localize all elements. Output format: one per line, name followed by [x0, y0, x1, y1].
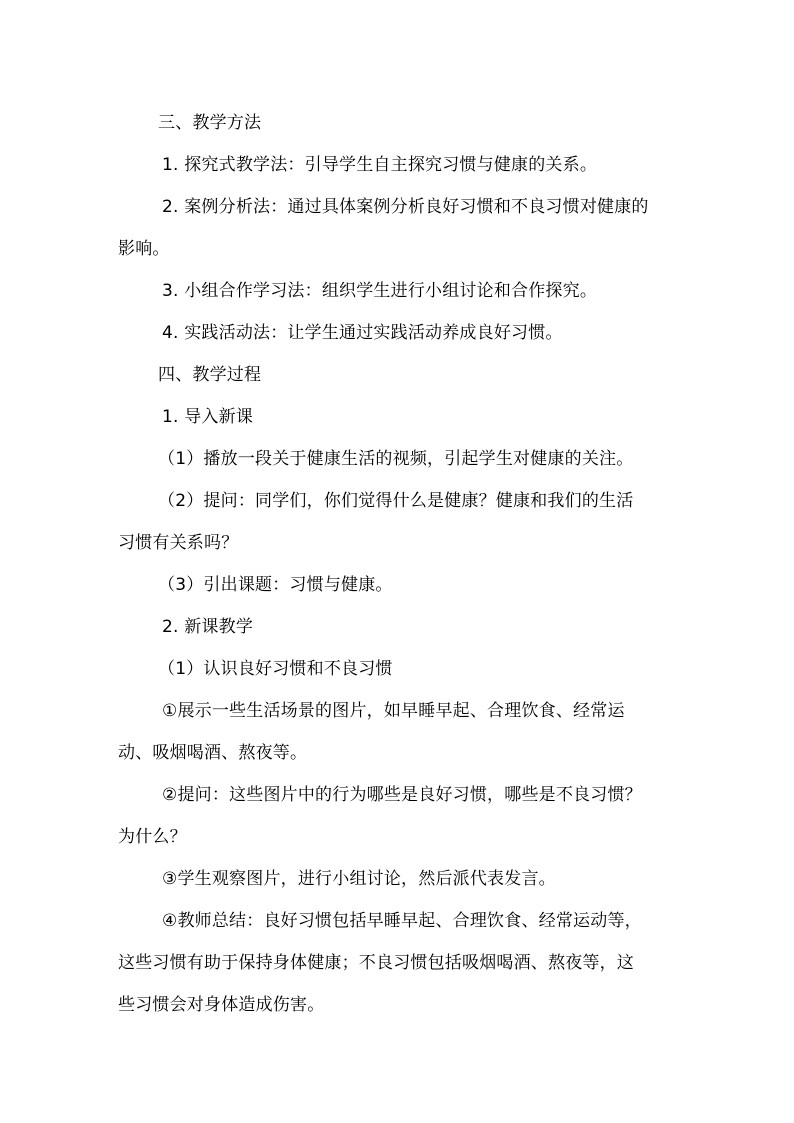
- process-step-2-item-1: （1）认识良好习惯和不良习惯: [158, 659, 393, 679]
- method-item-3: 3. 小组合作学习法：组织学生进行小组讨论和合作探究。: [162, 281, 598, 301]
- process-step-2-title: 2. 新课教学: [162, 617, 254, 637]
- process-step-1-title: 1. 导入新课: [162, 407, 254, 427]
- process-step-1-item-2-line-2: 习惯有关系吗？: [118, 533, 239, 553]
- habit-point-1-line-2: 动、吸烟喝酒、熬夜等。: [118, 743, 308, 763]
- habit-point-4-line-1: ④教师总结：良好习惯包括早睡早起、合理饮食、经常运动等，: [162, 911, 642, 931]
- process-step-1-item-1: （1）播放一段关于健康生活的视频，引起学生对健康的关注。: [158, 449, 634, 469]
- process-step-1-item-3: （3）引出课题：习惯与健康。: [158, 575, 393, 595]
- section-heading-teaching-process: 四、教学过程: [158, 365, 262, 385]
- habit-point-2-line-2: 为什么？: [118, 827, 187, 847]
- section-heading-teaching-methods: 三、教学方法: [158, 113, 262, 133]
- habit-point-2-line-1: ②提问：这些图片中的行为哪些是良好习惯，哪些是不良习惯？: [162, 785, 642, 805]
- method-item-1: 1. 探究式教学法：引导学生自主探究习惯与健康的关系。: [162, 155, 598, 175]
- method-item-2-line-1: 2. 案例分析法：通过具体案例分析良好习惯和不良习惯对健康的: [162, 197, 649, 217]
- habit-point-4-line-3: 些习惯会对身体造成伤害。: [118, 995, 325, 1015]
- process-step-1-item-2-line-1: （2）提问：同学们，你们觉得什么是健康？健康和我们的生活: [158, 491, 634, 511]
- habit-point-3: ③学生观察图片，进行小组讨论，然后派代表发言。: [162, 869, 556, 889]
- document-body: [118, 102, 678, 1026]
- habit-point-4-line-2: 这些习惯有助于保持身体健康；不良习惯包括吸烟喝酒、熬夜等，这: [118, 953, 634, 973]
- method-item-2-line-2: 影响。: [118, 239, 170, 259]
- habit-point-1-line-1: ①展示一些生活场景的图片，如早睡早起、合理饮食、经常运: [162, 701, 625, 721]
- method-item-4: 4. 实践活动法：让学生通过实践活动养成良好习惯。: [162, 323, 563, 343]
